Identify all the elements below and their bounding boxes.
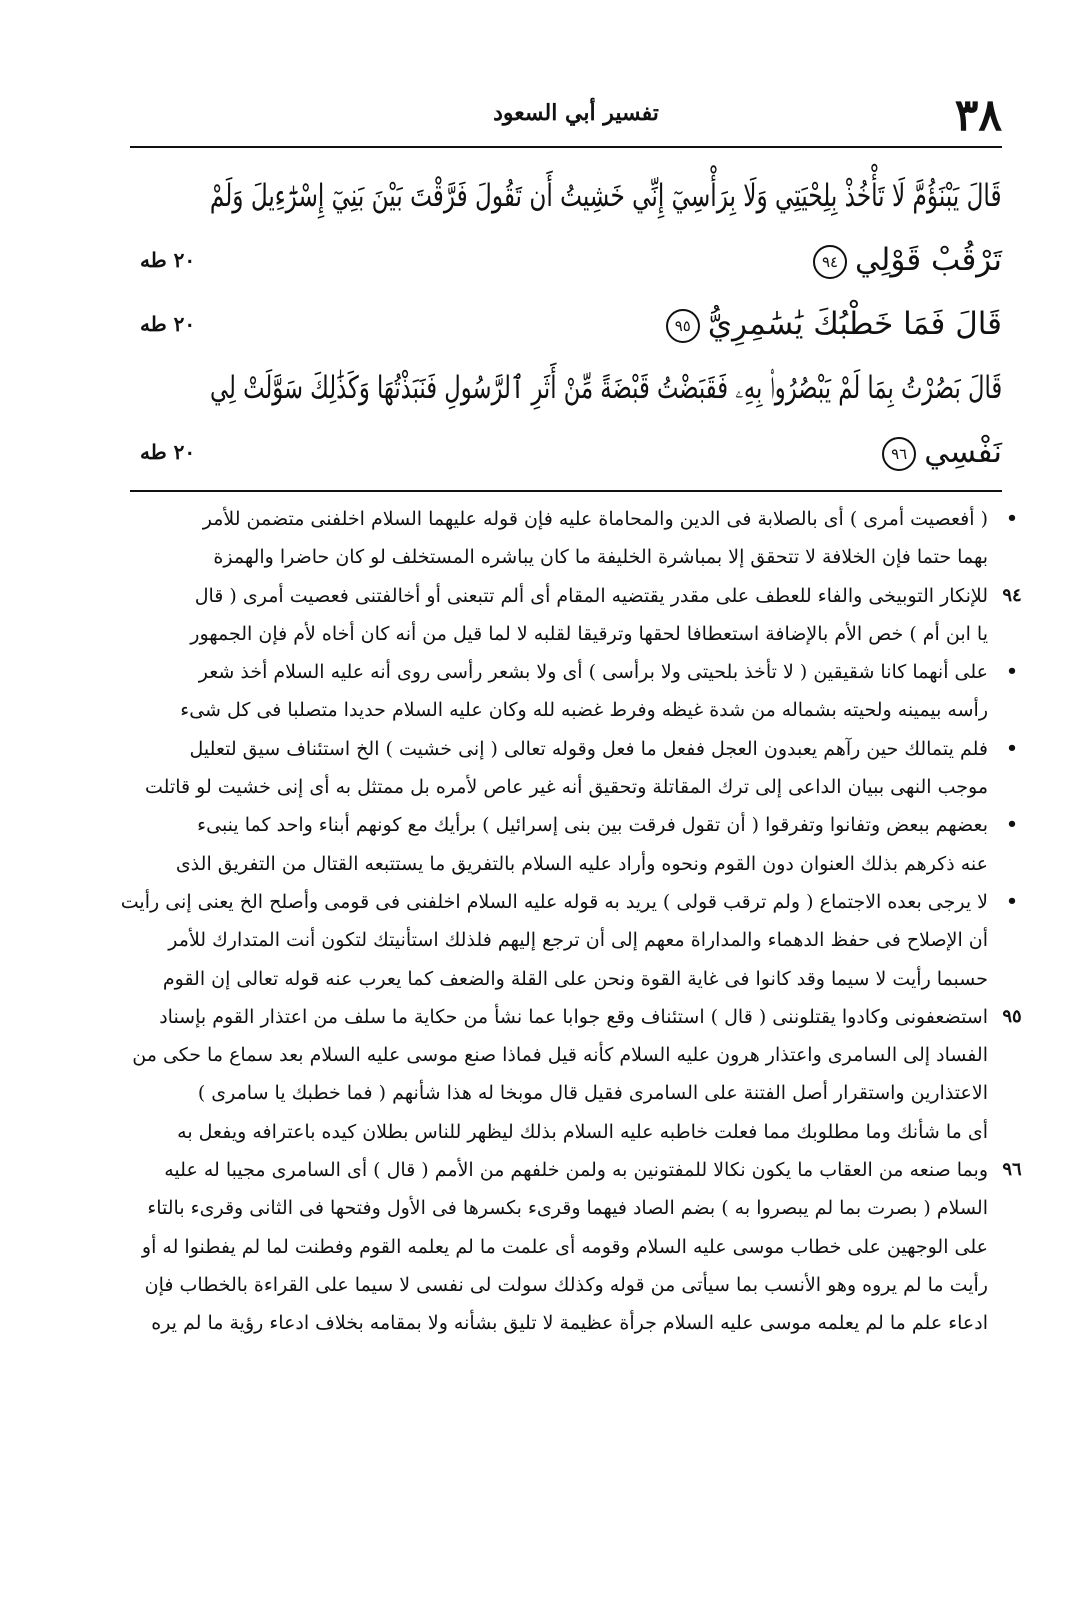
verse-margin-number: ٩٦ <box>1002 1159 1022 1181</box>
commentary-text: عنه ذكرهم بذلك العنوان دون القوم ونحوه وأراد عليه السلام بالتفريق ما يستتبعه القتال من التفريق الذى <box>175 852 988 875</box>
commentary-text: على أنهما كانا شقيقين ( لا تأخذ بلحيتى ولا برأسى ) أى ولا بشعر رأسى روى أنه عليه السلام أخذ شعر <box>198 661 988 684</box>
commentary-block <box>70 500 1032 1343</box>
bullet-marker: • <box>1006 890 1018 912</box>
commentary-line <box>70 653 1032 691</box>
commentary-text: بعضهم ببعض وتفانوا وتفرقوا ( أن تقول فرقت بين بنى إسرائيل ) برأيك مع كونهم أبناء واحد كما ينبىء <box>197 814 988 837</box>
commentary-line <box>70 806 1032 844</box>
commentary-line <box>70 500 1032 538</box>
bullet-marker: • <box>1006 737 1018 759</box>
commentary-text: ادعاء علم ما لم يعلمه موسى عليه السلام جرأة عظيمة لا تليق بشأنه ولا بمقامه بخلاف ادعاء رؤية ما لم يره <box>151 1312 988 1335</box>
verse-line <box>130 292 1002 356</box>
commentary-text: ( أفعصيت أمرى ) أى بالصلابة فى الدين والمحاماة عليه فإن قوله عليهما السلام اخلفنى متضمن للأمر <box>202 508 988 530</box>
commentary-line <box>70 1074 1032 1112</box>
commentary-text: وبما صنعه من العقاب ما يكون نكالا للمفتونين به ولمن خلفهم من الأمم ( قال ) أى السامرى مجيبا له عليه <box>164 1159 988 1182</box>
header-divider <box>130 146 1002 148</box>
section-divider <box>130 490 1002 492</box>
commentary-line <box>70 1189 1032 1227</box>
quran-verses-block <box>130 164 1002 484</box>
verse-line <box>130 420 1002 484</box>
verse-words: قَالَ فَمَا خَطْبُكَ يَٰسَٰمِرِيُّ <box>707 306 1002 342</box>
verse-words: تَرْقُبْ قَوْلِي <box>855 242 1002 278</box>
bullet-marker: • <box>1006 814 1018 836</box>
commentary-text: أن الإصلاح فى حفظ الدهماء والمداراة معهم إلى أن ترجع إليهم فلذلك استأنيتك لتكون أنت المتدارك للأمر <box>168 929 988 952</box>
commentary-text: موجب النهى ببيان الداعى إلى ترك المقاتلة وتحقيق أنه غير عاص لأمره بل ممتثل به أى إنى خشيت لو قاتلت <box>145 776 988 799</box>
verse-margin-number: ٩٤ <box>1002 584 1022 606</box>
verse-line <box>130 228 1002 292</box>
commentary-line <box>70 960 1032 998</box>
commentary-line <box>70 768 1032 806</box>
verse-text <box>210 164 1002 228</box>
commentary-text: الفساد إلى السامرى واعتذار هرون عليه السلام كأنه قيل فماذا صنع موسى عليه السلام بعد سماع ما حكى من <box>132 1044 988 1067</box>
surah-reference: ٢٠ طه <box>140 248 196 272</box>
verse-number-icon: ٩٤ <box>813 245 847 279</box>
commentary-line <box>70 1036 1032 1074</box>
commentary-text: لا يرجى بعده الاجتماع ( ولم ترقب قولى ) يريد به قوله عليه السلام اخلفنى فى قومى وأصلح الخ يعنى إنى رأيت <box>120 890 988 913</box>
commentary-line <box>70 1151 1032 1189</box>
verse-words: قَالَ يَبْنَؤُمَّ لَا تَأْخُذْ بِلِحْيَتِي وَلَا بِرَأْسِيٓ إِنِّي خَشِيتُ أَن تَقُولَ فَرَّقْتَ بَيْنَ بَنِيٓ إِسْرَٰٓءِيلَ وَلَمْ <box>210 178 1002 214</box>
verse-number-icon: ٩٦ <box>882 437 916 471</box>
commentary-line <box>70 998 1032 1036</box>
surah-reference: ٢٠ طه <box>140 312 196 336</box>
verse-text <box>882 420 1002 484</box>
verse-text <box>666 292 1002 356</box>
commentary-line <box>70 691 1032 729</box>
surah-reference: ٢٠ طه <box>140 440 196 464</box>
page-header <box>150 86 1002 146</box>
commentary-line <box>70 1266 1032 1304</box>
bullet-marker: • <box>1006 508 1018 529</box>
verse-number-icon: ٩٥ <box>666 309 700 343</box>
verse-line <box>130 356 1002 420</box>
commentary-text: السلام ( بصرت بما لم يبصروا به ) بضم الصاد فيهما وقرىء بكسرها فى الأول وفتحها فى الثانى وقرىء بالتاء <box>147 1197 988 1220</box>
commentary-line <box>70 1304 1032 1342</box>
verse-margin-number: ٩٥ <box>1002 1005 1022 1027</box>
commentary-text: حسبما رأيت لا سيما وقد كانوا فى غاية القوة ونحن على القلة والضعف كما يعرب عنه قوله تعالى إن القوم <box>162 967 988 990</box>
commentary-text: للإنكار التوبيخى والفاء للعطف على مقدر يقتضيه المقام أى ألم تتبعنى أو أخالفتنى فعصيت أمرى ( قال <box>194 584 988 607</box>
commentary-text: استضعفونى وكادوا يقتلوننى ( قال ) استئناف وقع جوابا عما نشأ من حكاية ما سلف من اعتذار القوم بإسناد <box>159 1005 988 1028</box>
commentary-text: أى ما شأنك وما مطلوبك مما فعلت خاطبه عليه السلام بذلك ليظهر للناس بطلان كيده باعترافه ويفعل به <box>177 1120 988 1143</box>
page-number: ٣٨ <box>954 90 1002 141</box>
commentary-line <box>70 577 1032 615</box>
running-title: تفسير أبي السعود <box>493 100 659 126</box>
commentary-text: الاعتذارين واستقرار أصل الفتنة على السامرى فقيل قال موبخا له هذا شأنهم ( فما خطبك يا سامرى ) <box>197 1082 988 1105</box>
verse-words: نَفْسِي <box>924 434 1002 470</box>
commentary-line <box>70 1228 1032 1266</box>
commentary-line <box>70 538 1032 576</box>
commentary-line <box>70 883 1032 921</box>
verse-line <box>130 164 1002 228</box>
commentary-text: على الوجهين على خطاب موسى عليه السلام وقومه أى علمت ما لم يعلمه القوم وفطنت لما لم يفطنوا له أو <box>141 1235 988 1258</box>
commentary-line <box>70 730 1032 768</box>
verse-text <box>210 356 1002 420</box>
commentary-text: بهما حتما فإن الخلافة لا تتحقق إلا بمباشرة الخليفة ما كان يباشره المستخلف لو كان حاضرا والهمزة <box>213 546 988 569</box>
commentary-text: يا ابن أم ) خص الأم بالإضافة استعطافا لحقها وترقيقا لقلبه لا لما قيل من أنه كان أخاه لأم فإن الجمهور <box>190 622 988 645</box>
commentary-line <box>70 1113 1032 1151</box>
commentary-line <box>70 615 1032 653</box>
commentary-line <box>70 921 1032 959</box>
verse-text <box>813 228 1002 292</box>
commentary-line <box>70 845 1032 883</box>
verse-words: قَالَ بَصُرْتُ بِمَا لَمْ يَبْصُرُوا۟ بِهِۦ فَقَبَضْتُ قَبْضَةً مِّنْ أَثَرِ ٱلرَّسُولِ فَنَبَذْتُهَا وَكَذَٰلِكَ سَوَّلَتْ لِي <box>209 370 1002 406</box>
commentary-text: رأيت ما لم يروه وهو الأنسب بما سيأتى من قوله وكذلك سولت لى نفسى لا سيما على القراءة بالخطاب فإن <box>144 1273 988 1296</box>
commentary-text: فلم يتمالك حين رآهم يعبدون العجل ففعل ما فعل وقوله تعالى ( إنى خشيت ) الخ استئناف سيق لتعليل <box>189 737 988 760</box>
commentary-text: رأسه بيمينه ولحيته بشماله من شدة غيظه وفرط غضبه لله وكان عليه السلام حديدا متصلبا فى كل شىء <box>180 699 988 722</box>
bullet-marker: • <box>1006 661 1018 683</box>
